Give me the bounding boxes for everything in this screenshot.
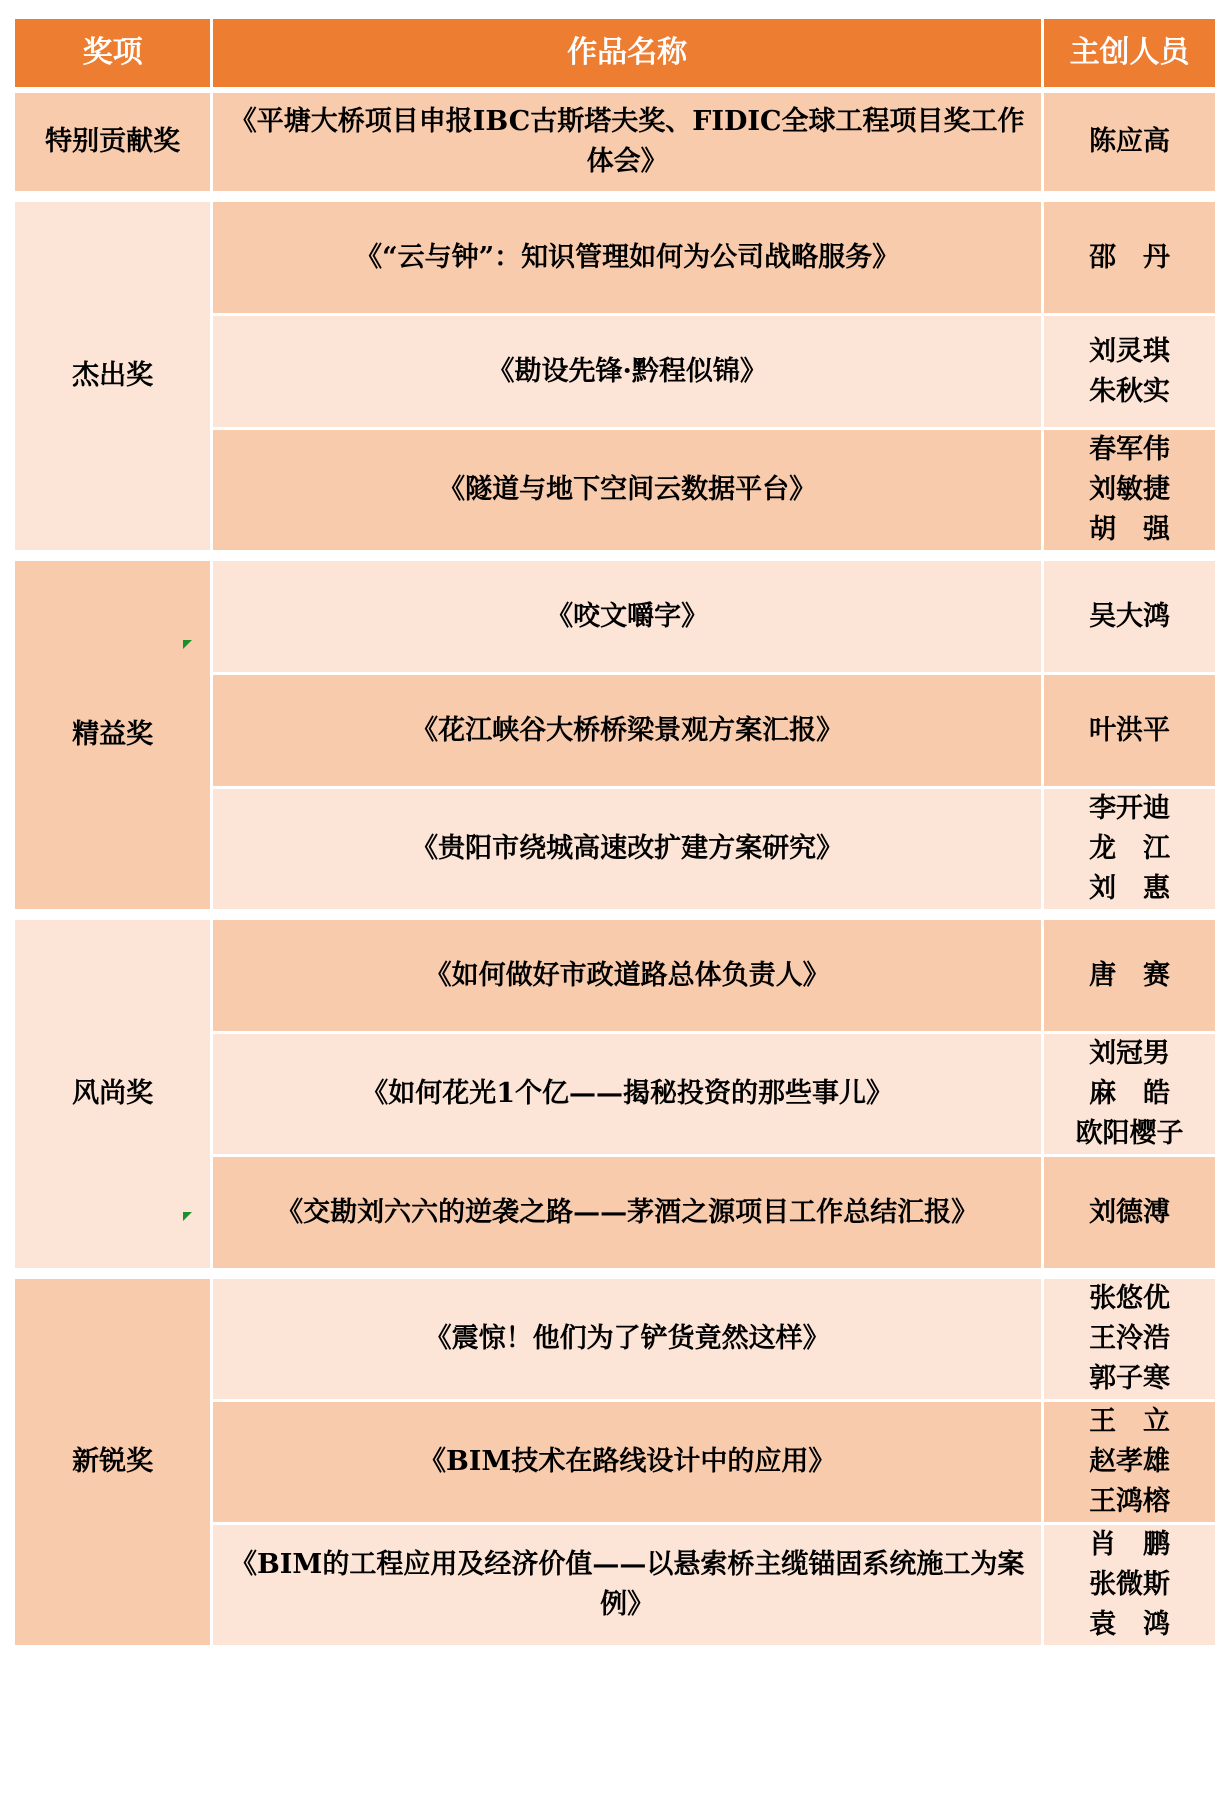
table-row	[14, 90, 1217, 193]
creator-list	[1043, 560, 1217, 674]
cell-comment-marker	[183, 1212, 192, 1221]
work-title: 《贵阳市绕城高速改扩建方案研究》	[212, 788, 1043, 911]
creator-name: 吴大鸿	[1089, 600, 1171, 632]
work-title: 《“云与钟”：知识管理如何为公司战略服务》	[212, 201, 1043, 315]
creator-name: 胡 强	[1089, 514, 1171, 545]
work-title: 《隧道与地下空间云数据平台》	[212, 429, 1043, 552]
award-name: 新锐奖	[14, 1278, 212, 1647]
creator-name: 赵孝雄	[1089, 1446, 1171, 1477]
creator-list	[1043, 1401, 1217, 1524]
creator-name: 李开迪	[1089, 793, 1171, 824]
creator-name: 陈应高	[1089, 125, 1171, 157]
creator-name: 刘德溥	[1089, 1196, 1171, 1228]
group-separator	[14, 1270, 1217, 1278]
creator-name: 刘灵琪	[1089, 335, 1171, 367]
creator-name: 春军伟	[1089, 434, 1171, 465]
group-separator	[14, 552, 1217, 560]
creator-name: 刘 惠	[1089, 873, 1171, 904]
table-row	[14, 1278, 1217, 1401]
creator-name: 袁 鸿	[1089, 1609, 1171, 1640]
creator-name: 张微斯	[1089, 1569, 1171, 1600]
creator-name: 叶洪平	[1089, 714, 1171, 746]
creator-name: 龙 江	[1089, 833, 1171, 864]
table-row	[14, 201, 1217, 315]
creator-name: 肖 鹏	[1089, 1529, 1171, 1560]
creator-name: 邵 丹	[1089, 241, 1171, 273]
work-title: 《震惊！他们为了铲货竟然这样》	[212, 1278, 1043, 1401]
header-award: 奖项	[14, 18, 212, 90]
table-row	[14, 919, 1217, 1033]
award-name: 杰出奖	[14, 201, 212, 552]
work-title: 《如何花光1个亿——揭秘投资的那些事儿》	[212, 1033, 1043, 1156]
creator-name: 刘冠男	[1089, 1038, 1171, 1069]
creator-name: 唐 赛	[1089, 959, 1171, 991]
creator-name: 王泠浩	[1089, 1323, 1171, 1354]
award-name: 特别贡献奖	[14, 90, 212, 193]
creator-name: 麻 皓	[1089, 1078, 1171, 1109]
group-separator	[14, 911, 1217, 919]
creator-list	[1043, 919, 1217, 1033]
creator-list	[1043, 201, 1217, 315]
creator-name: 郭子寒	[1089, 1363, 1171, 1394]
award-name: 精益奖	[14, 560, 212, 911]
work-title: 《咬文嚼字》	[212, 560, 1043, 674]
creator-name: 朱秋实	[1089, 375, 1171, 407]
creator-list	[1043, 1156, 1217, 1270]
work-title: 《BIM技术在路线设计中的应用》	[212, 1401, 1043, 1524]
creator-name: 王鸿榕	[1089, 1486, 1171, 1517]
table-row	[14, 560, 1217, 674]
work-title: 《平塘大桥项目申报IBC古斯塔夫奖、FIDIC全球工程项目奖工作体会》	[212, 90, 1043, 193]
work-title: 《BIM的工程应用及经济价值——以悬索桥主缆锚固系统施工为案例》	[212, 1524, 1043, 1647]
creator-list	[1043, 788, 1217, 911]
cell-comment-marker	[183, 640, 192, 649]
award-name: 风尚奖	[14, 919, 212, 1270]
creator-name: 欧阳樱子	[1075, 1118, 1184, 1149]
table-header	[14, 18, 1217, 90]
creator-list	[1043, 1524, 1217, 1647]
creator-name: 张悠优	[1089, 1283, 1171, 1314]
creator-list	[1043, 1278, 1217, 1401]
work-title: 《勘设先锋·黔程似锦》	[212, 315, 1043, 429]
creator-list	[1043, 90, 1217, 193]
creator-name: 王 立	[1089, 1406, 1171, 1437]
creator-list	[1043, 674, 1217, 788]
header-creators: 主创人员	[1043, 18, 1217, 90]
creator-list	[1043, 1033, 1217, 1156]
creator-list	[1043, 429, 1217, 552]
creator-name: 刘敏捷	[1089, 474, 1171, 505]
creator-list	[1043, 315, 1217, 429]
work-title: 《交勘刘六六的逆袭之路——茅酒之源项目工作总结汇报》	[212, 1156, 1043, 1270]
work-title: 《花江峡谷大桥桥梁景观方案汇报》	[212, 674, 1043, 788]
header-work: 作品名称	[212, 18, 1043, 90]
work-title: 《如何做好市政道路总体负责人》	[212, 919, 1043, 1033]
awards-table	[12, 16, 1218, 1648]
group-separator	[14, 193, 1217, 201]
table-body	[14, 90, 1217, 1647]
